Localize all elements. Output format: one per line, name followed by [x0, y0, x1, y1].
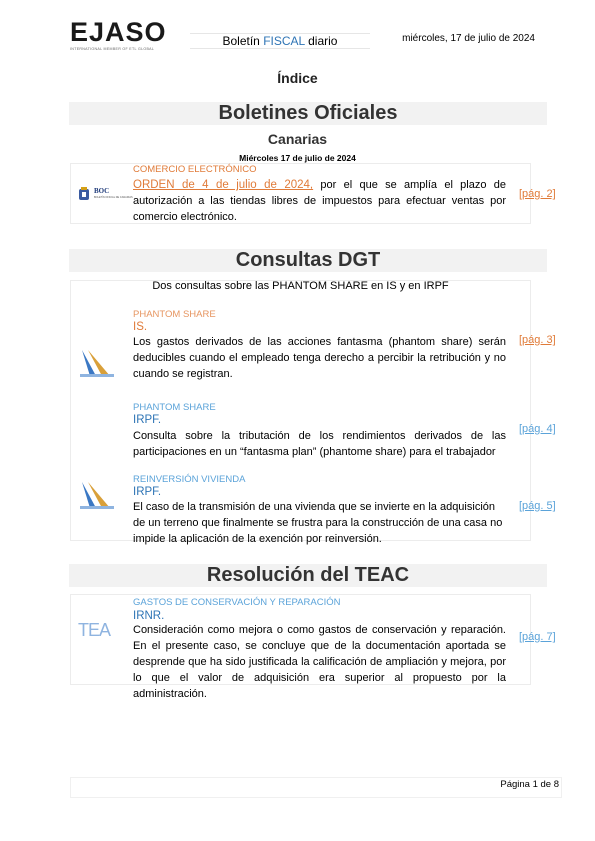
page-ref-3[interactable]: [pág. 3]: [519, 334, 556, 346]
bulletin-fiscal: FISCAL: [263, 34, 305, 48]
page-number: Página 1 de 8: [500, 779, 559, 790]
bulletin-name: [190, 33, 370, 49]
page-ref-2[interactable]: [pág. 2]: [519, 188, 556, 200]
consulta-text-1: Los gastos derivados de las acciones fantasma (phantom share) serán deducibles cuando el empleado tenga derecho a percibir la retribución y no cuando se registran.: [133, 336, 506, 380]
tax-irnr: IRNR.: [133, 610, 165, 622]
boc-logo-sub: BOLETÍN OFICIAL DE CANARIAS: [94, 196, 133, 199]
logo-wordmark: EJASO: [70, 17, 167, 47]
region-title: Canarias: [267, 131, 328, 147]
tea-logo: TEA: [78, 620, 111, 640]
boletin-text: [133, 177, 506, 225]
index-title: Índice: [277, 70, 318, 86]
boc-logo: [76, 186, 133, 202]
ejaso-logo: [70, 18, 167, 51]
category-phantom-share-1: PHANTOM SHARE: [133, 309, 216, 320]
header-date: miércoles, 17 de julio de 2024: [402, 33, 535, 44]
category-reinversion: REINVERSIÓN VIVIENDA: [133, 474, 246, 485]
teac-text: Consideración como mejora o como gastos de conservación y reparación. En el presente caso, se concluye que de la documentación aportada se desprende que ha sido justificada la calificación de ampliación y mejora, por lo que el valor de adquisición era superior al propuesto por la administración.: [133, 624, 506, 700]
aeat-logo-icon: [78, 346, 116, 380]
tax-irpf-2: IRPF.: [133, 486, 162, 498]
bulletin-suffix: diario: [308, 34, 338, 48]
category-comercio: COMERCIO ELECTRÓNICO: [133, 164, 257, 175]
page-footer: [70, 777, 562, 798]
bulletin-prefix: Boletín: [222, 34, 260, 48]
tax-irpf-1: IRPF.: [133, 414, 162, 426]
section-teac-title: Resolución del TEAC: [69, 564, 547, 587]
publication-date: Miércoles 17 de julio de 2024: [239, 153, 356, 163]
boc-logo-text: BOC: [94, 187, 110, 195]
boc-crest-icon: [76, 186, 92, 202]
section-consultas-title: Consultas DGT: [69, 249, 547, 272]
tax-is: IS.: [133, 321, 148, 333]
consultas-intro: Dos consultas sobre las PHANTOM SHARE en IS y en IRPF: [152, 280, 449, 292]
page-ref-5[interactable]: [pág. 5]: [519, 500, 556, 512]
page-ref-4[interactable]: [pág. 4]: [519, 423, 556, 435]
category-gastos: GASTOS DE CONSERVACIÓN Y REPARACIÓN: [133, 597, 341, 608]
consulta-text-2: Consulta sobre la tributación de los rendimientos derivados de las participaciones en un “fantasma plan” (phantome share) para el trabajador: [133, 430, 506, 458]
consulta-text-3: El caso de la transmisión de una vivienda que se invierte en la adquisición de un terreno que finalmente se frustra para la construcción de una casa no impide la aplicación de la exención por reinversión.: [133, 501, 503, 545]
logo-tagline: INTERNATIONAL MEMBER OF ETL GLOBAL: [70, 47, 155, 51]
section-boletines-title: Boletines Oficiales: [69, 102, 547, 125]
orden-link[interactable]: ORDEN de 4 de julio de 2024,: [133, 179, 314, 191]
boletin-text-line1: por el que se amplía el plazo de autorización: [133, 179, 506, 207]
boletin-text-rest: a las tiendas libres de impuestos para efectuar ventas por comercio electrónico.: [133, 195, 506, 223]
aeat-logo-icon-2: [78, 478, 116, 512]
page-ref-7[interactable]: [pág. 7]: [519, 631, 556, 643]
category-phantom-share-2: PHANTOM SHARE: [133, 402, 216, 413]
